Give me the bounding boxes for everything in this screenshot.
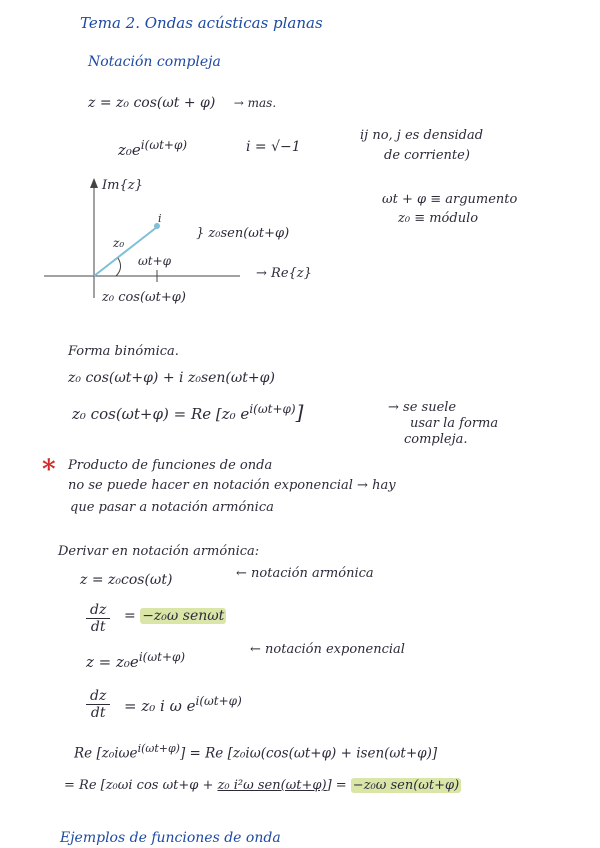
real-part-derivation-2-c: ] = [326, 778, 351, 793]
asterisk-mark: * [42, 455, 56, 485]
real-part-power: i(ωt+φ) [249, 402, 296, 416]
modulus-definition: z₀ ≡ módulo [398, 211, 479, 226]
derivative-2-fraction [86, 688, 110, 721]
real-part-derivation-1-rhs: ] = Re [z₀iω(cos(ωt+φ) + isen(ωt+φ)] [179, 745, 438, 762]
examples-heading: Ejemplos de funciones de onda [60, 830, 281, 846]
equation-z-text: z = z₀ cos(ωt + φ) [88, 95, 216, 111]
derivative-1-rhs: −z₀ω senωt [142, 608, 225, 624]
real-part-derivation-2 [64, 778, 461, 793]
binomial-equation: z₀ cos(ωt+φ) + i z₀sen(ωt+φ) [68, 370, 275, 386]
section-subtitle: Notación compleja [88, 54, 221, 70]
derive-heading: Derivar en notación armónica: [58, 544, 260, 559]
note-ij-line1: ij no, j es densidad [360, 128, 484, 143]
product-note-line1: Producto de funciones de onda [68, 458, 273, 473]
cosine-projection-label: z₀ cos(ωt+φ) [102, 290, 186, 305]
product-note-line2: no se puede hacer en notación exponencial → hay [68, 478, 396, 493]
derivative-2-denominator: dt [90, 705, 106, 721]
exponential-base: z₀e [118, 141, 141, 159]
exponential-note: ← notación exponencial [250, 642, 405, 657]
real-part-equation [72, 400, 303, 424]
real-part-lhs: z₀ cos(ωt+φ) = Re [z₀ e [72, 405, 250, 423]
real-part-derivation-2-result: −z₀ω sen(ωt+φ) [352, 778, 460, 793]
real-part-derivation-2-b: z₀ i²ω sen(ωt+φ) [217, 778, 327, 793]
derivative-1-result: = −z₀ω senωt [124, 608, 225, 624]
i-definition: i = √−1 [246, 139, 301, 155]
exponential-equation-base: z = z₀e [86, 653, 139, 671]
usage-note-line3: compleja. [404, 432, 468, 447]
exponential-power: i(ωt+φ) [140, 138, 188, 152]
imaginary-axis-label: Im{z} [102, 178, 143, 193]
page-title: Tema 2. Ondas acústicas planas [80, 14, 323, 32]
exponential-equation-power: i(ωt+φ) [138, 650, 186, 664]
real-part-derivation-1 [74, 742, 437, 762]
derivative-2-numerator: dz [86, 688, 110, 705]
derivative-2-power: i(ωt+φ) [195, 694, 242, 708]
phasor-vector [94, 227, 157, 276]
derivative-2-rhs: z₀ i ω e [141, 697, 196, 715]
derivative-1-numerator: dz [86, 602, 110, 619]
product-note-line3: que pasar a notación armónica [70, 500, 274, 515]
derivative-1-fraction [86, 602, 110, 635]
derivative-1-denominator: dt [90, 619, 106, 635]
real-part-derivation-1-lhs: Re [z₀iωe [74, 745, 138, 762]
note-ij-line2: de corriente) [384, 148, 470, 163]
derivative-2-result: = z₀ i ω $e^{i(\omega t+\varphi)}$ [124, 694, 242, 715]
argument-definition: ωt + φ ≡ argumento [382, 192, 518, 207]
real-axis-label: → Re{z} [256, 266, 312, 281]
real-part-derivation-2-a: = Re [z₀ωi cos ωt+φ + [64, 778, 218, 793]
usage-note-line1: → se suele [388, 400, 457, 415]
angle-label: ωt+φ [138, 254, 172, 268]
real-part-close: ] [295, 400, 304, 424]
modulus-label: z₀ [113, 236, 125, 250]
harmonic-equation: z = z₀cos(ωt) [80, 572, 173, 588]
angle-arc [116, 258, 121, 276]
phasor-tip-label: i [158, 212, 162, 225]
exponential-equation [86, 650, 185, 671]
sine-projection-label: } z₀sen(ωt+φ) [196, 226, 290, 241]
usage-note-line2: usar la forma [410, 416, 499, 431]
imaginary-axis-arrow [90, 178, 98, 188]
harmonic-note: ← notación armónica [236, 566, 374, 581]
equation-z-note: → mas. [233, 96, 277, 110]
real-part-derivation-1-power: i(ωt+φ) [137, 742, 180, 755]
binomial-heading: Forma binómica. [68, 344, 179, 359]
